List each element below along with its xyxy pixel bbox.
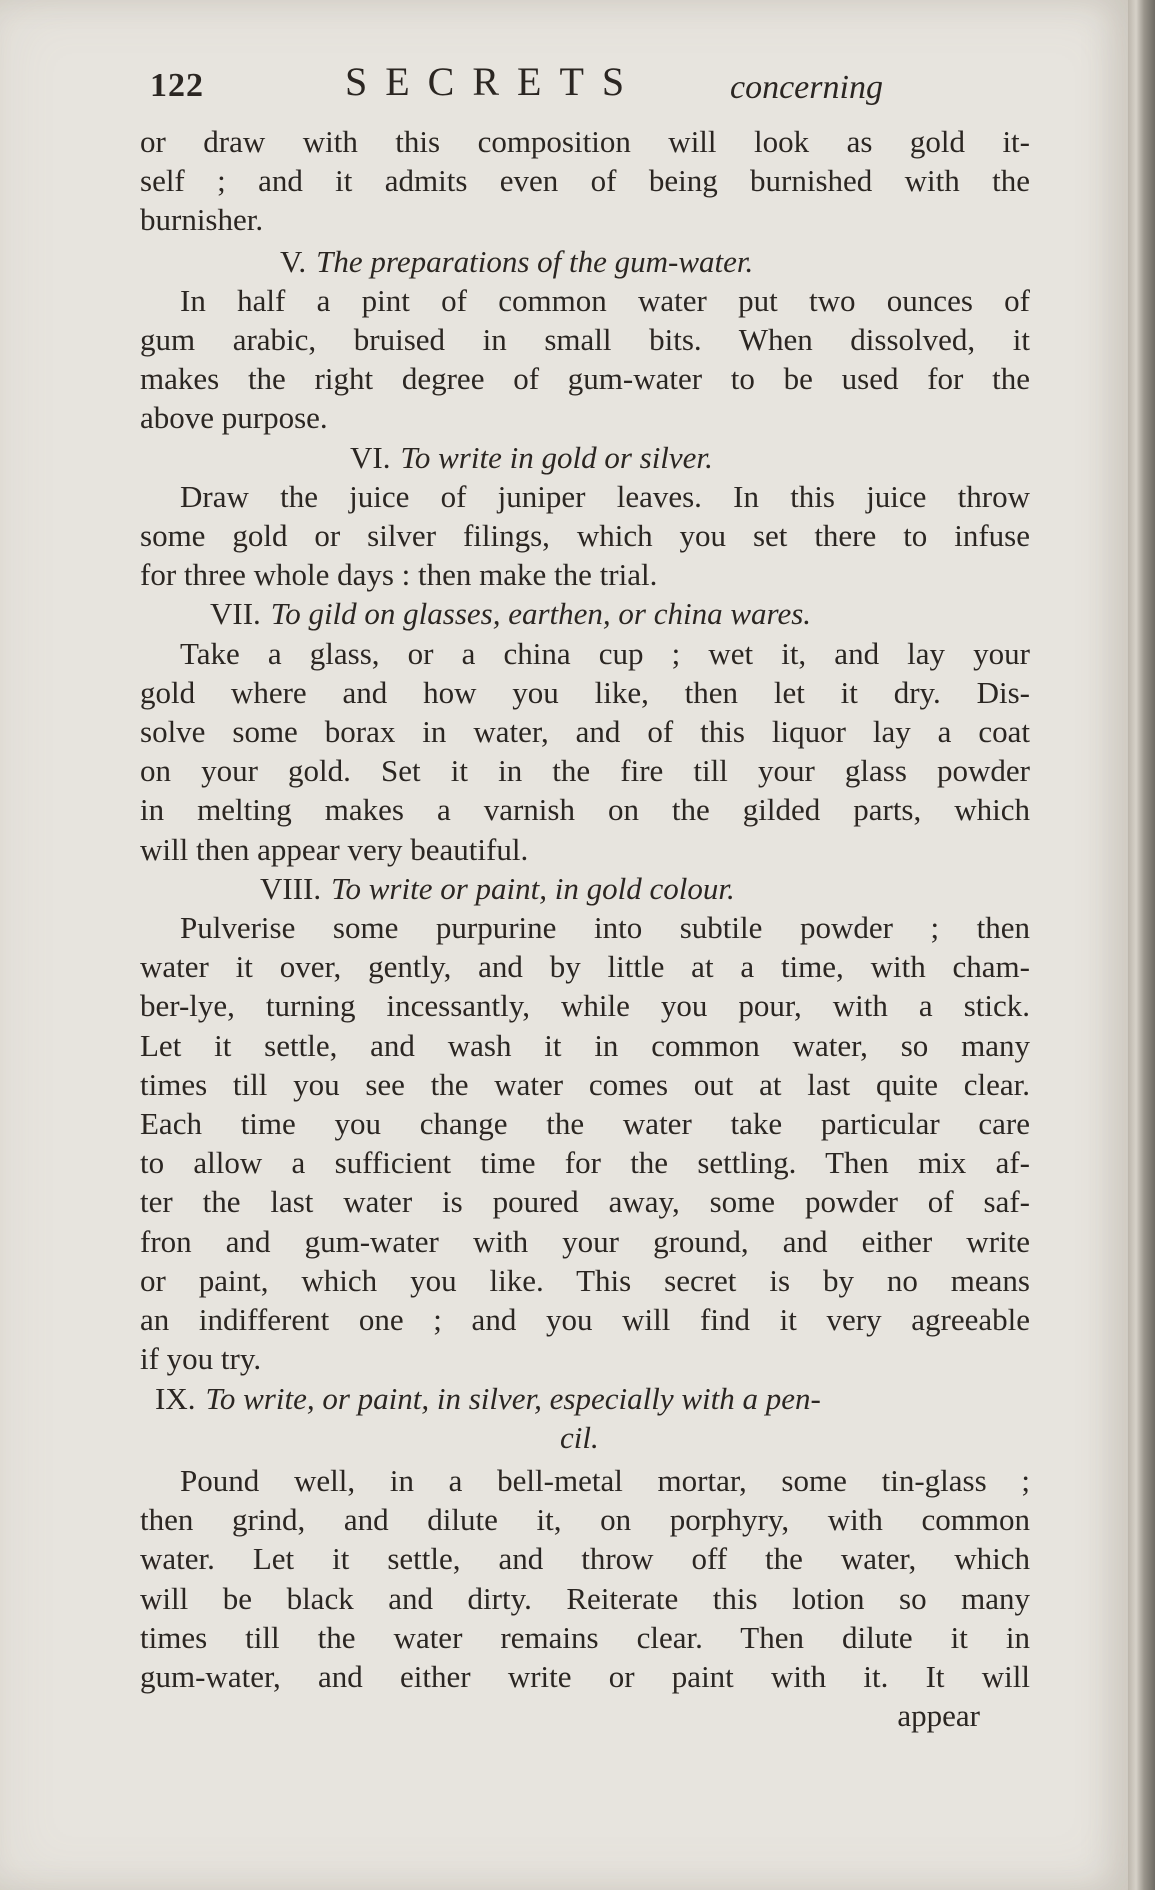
section-title-continuation: cil. xyxy=(560,1419,599,1455)
text-line: or paint, which you like. This secret is by no means xyxy=(140,1262,1030,1298)
text-line: or draw with this composition will look as gold it- xyxy=(140,124,1030,159)
section-viii-paragraph xyxy=(140,908,1030,1378)
running-subtitle: concerning xyxy=(730,69,883,106)
running-title: SECRETS xyxy=(345,59,643,104)
section-vii-paragraph xyxy=(140,634,1030,869)
section-heading-vii xyxy=(140,594,1030,633)
text-line: to allow a sufficient time for the settling. Then mix af- xyxy=(140,1145,1030,1181)
intro-paragraph xyxy=(140,122,1030,240)
section-title: The preparations of the gum-water. xyxy=(316,243,754,279)
text-line: water. Let it settle, and throw off the water, which xyxy=(140,1541,1030,1577)
section-title: To gild on glasses, earthen, or china wares. xyxy=(270,596,812,632)
section-title: To write in gold or silver. xyxy=(400,439,713,475)
section-heading-viii xyxy=(140,869,1030,908)
text-line: water it over, gently, and by little at a time, with cham- xyxy=(140,949,1030,985)
section-number: IX. xyxy=(155,1380,196,1416)
section-title: To write, or paint, in silver, especially with a pen- xyxy=(205,1380,821,1416)
section-heading-vi xyxy=(140,438,1030,477)
text-line: if you try. xyxy=(140,1341,262,1377)
text-line: will then appear very beautiful. xyxy=(140,831,529,867)
section-ix-paragraph xyxy=(140,1461,1030,1696)
section-title: To write or paint, in gold colour. xyxy=(331,870,735,906)
page-number: 122 xyxy=(150,67,204,104)
text-line: times till the water remains clear. Then dilute it in xyxy=(140,1619,1030,1655)
text-line: an indifferent one ; and you will find it very agreeable xyxy=(140,1302,1030,1338)
text-line: Draw the juice of juniper leaves. In this juice throw xyxy=(180,478,1030,514)
text-line: times till you see the water comes out at last quite clear. xyxy=(140,1066,1030,1102)
text-line: in melting makes a varnish on the gilded parts, which xyxy=(140,792,1030,828)
page-content xyxy=(140,60,1030,1735)
text-line: solve some borax in water, and of this liquor lay a coat xyxy=(140,714,1030,750)
section-number: VI. xyxy=(350,439,391,475)
text-line: for three whole days : then make the trial. xyxy=(140,557,658,593)
text-line: burnisher. xyxy=(140,202,264,238)
text-line: In half a pint of common water put two ounces of xyxy=(180,282,1030,318)
text-line: gum arabic, bruised in small bits. When dissolved, it xyxy=(140,322,1030,358)
text-line: ber-lye, turning incessantly, while you pour, with a stick. xyxy=(140,988,1030,1024)
text-line: Each time you change the water take particular care xyxy=(140,1106,1030,1142)
text-line: Pulverise some purpurine into subtile powder ; then xyxy=(180,910,1030,946)
text-line: gold where and how you like, then let it dry. Dis- xyxy=(140,674,1030,710)
text-line: self ; and it admits even of being burnished with the xyxy=(140,163,1030,199)
catchword: appear xyxy=(897,1698,980,1734)
section-heading-ix xyxy=(140,1379,1030,1418)
section-heading-v xyxy=(140,242,1030,281)
section-vi-paragraph xyxy=(140,477,1030,595)
text-line: Let it settle, and wash it in common water, so many xyxy=(140,1027,1030,1063)
section-number: VII. xyxy=(210,596,261,632)
section-v-paragraph xyxy=(140,281,1030,438)
text-line: above purpose. xyxy=(140,400,328,436)
text-line: ter the last water is poured away, some powder of saf- xyxy=(140,1184,1030,1220)
page-edge xyxy=(1128,0,1155,1890)
text-line: fron and gum-water with your ground, and either write xyxy=(140,1223,1030,1259)
text-line: on your gold. Set it in the fire till your glass powder xyxy=(140,753,1030,789)
text-line: some gold or silver filings, which you set there to infuse xyxy=(140,518,1030,554)
running-header xyxy=(140,60,1030,122)
text-line: Pound well, in a bell-metal mortar, some tin-glass ; xyxy=(180,1462,1030,1498)
text-line: Take a glass, or a china cup ; wet it, and lay your xyxy=(180,635,1030,671)
text-line: gum-water, and either write or paint with it. It will xyxy=(140,1658,1030,1694)
text-line: will be black and dirty. Reiterate this lotion so many xyxy=(140,1580,1030,1616)
section-number: VIII. xyxy=(260,870,322,906)
text-line: then grind, and dilute it, on porphyry, with common xyxy=(140,1502,1030,1538)
text-line: makes the right degree of gum-water to be used for the xyxy=(140,361,1030,397)
section-number: V. xyxy=(280,243,307,279)
